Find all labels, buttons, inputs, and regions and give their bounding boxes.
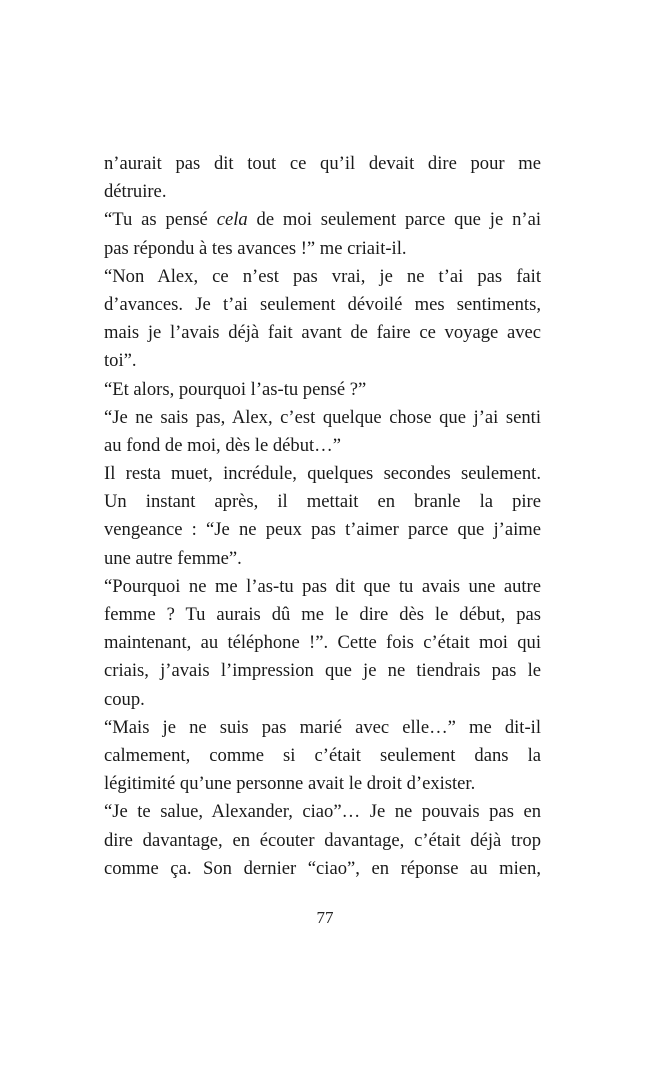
text-line: légitimité qu’une personne avait le droit d’exister. (104, 773, 476, 795)
text-line: comme ça. Son dernier “ciao”, en réponse au mien, (104, 857, 541, 879)
text-line: “Je te salue, Alexander, ciao”… Je ne pouvais pas en (104, 801, 541, 823)
body-text (104, 150, 541, 883)
text-line: vengeance : “Je ne peux pas t’aimer parce que j’aime (104, 519, 541, 541)
text-line: au fond de moi, dès le début…” (104, 434, 342, 456)
text-line: “Je ne sais pas, Alex, c’est quelque chose que j’ai senti (104, 406, 541, 428)
text-line: femme ? Tu aurais dû me le dire dès le début, pas (104, 604, 541, 625)
text-line (104, 206, 541, 234)
text-line: mais je l’avais déjà fait avant de faire ce voyage avec (104, 322, 541, 344)
text-line: criais, j’avais l’impression que je ne tiendrais pas le (104, 660, 541, 682)
text-line: “Pourquoi ne me l’as-tu pas dit que tu avais une autre (104, 575, 541, 597)
text-line: d’avances. Je t’ai seulement dévoilé mes sentiments, (104, 293, 541, 315)
text-line: pas répondu à tes avances !” me criait-il. (104, 237, 407, 259)
text-line: dire davantage, en écouter davantage, c’était déjà trop (104, 829, 541, 851)
text-line: n’aurait pas dit tout ce qu’il devait dire pour me (104, 153, 541, 174)
text-line: “Mais je ne suis pas marié avec elle…” me dit-il (104, 716, 541, 738)
text-line: coup. (104, 688, 145, 710)
line-segment: “Tu as pensé (104, 209, 217, 231)
line-segment: de moi seulement parce que je n’ai (247, 209, 541, 231)
page-number: 77 (316, 908, 334, 927)
text-line: une autre femme”. (104, 547, 242, 569)
text-line: Un instant après, il mettait en branle la pire (104, 491, 541, 513)
italic-word: cela (216, 209, 248, 231)
text-line: Il resta muet, incrédule, quelques secondes seulement. (104, 463, 541, 485)
text-line: “Et alors, pourquoi l’as-tu pensé ?” (104, 378, 367, 400)
text-line: détruire. (104, 181, 167, 203)
text-line: “Non Alex, ce n’est pas vrai, je ne t’ai pas fait (104, 265, 541, 287)
text-line: toi”. (104, 350, 137, 372)
text-line: maintenant, au téléphone !”. Cette fois c’était moi qui (104, 632, 541, 654)
text-line: calmement, comme si c’était seulement dans la (104, 744, 541, 766)
